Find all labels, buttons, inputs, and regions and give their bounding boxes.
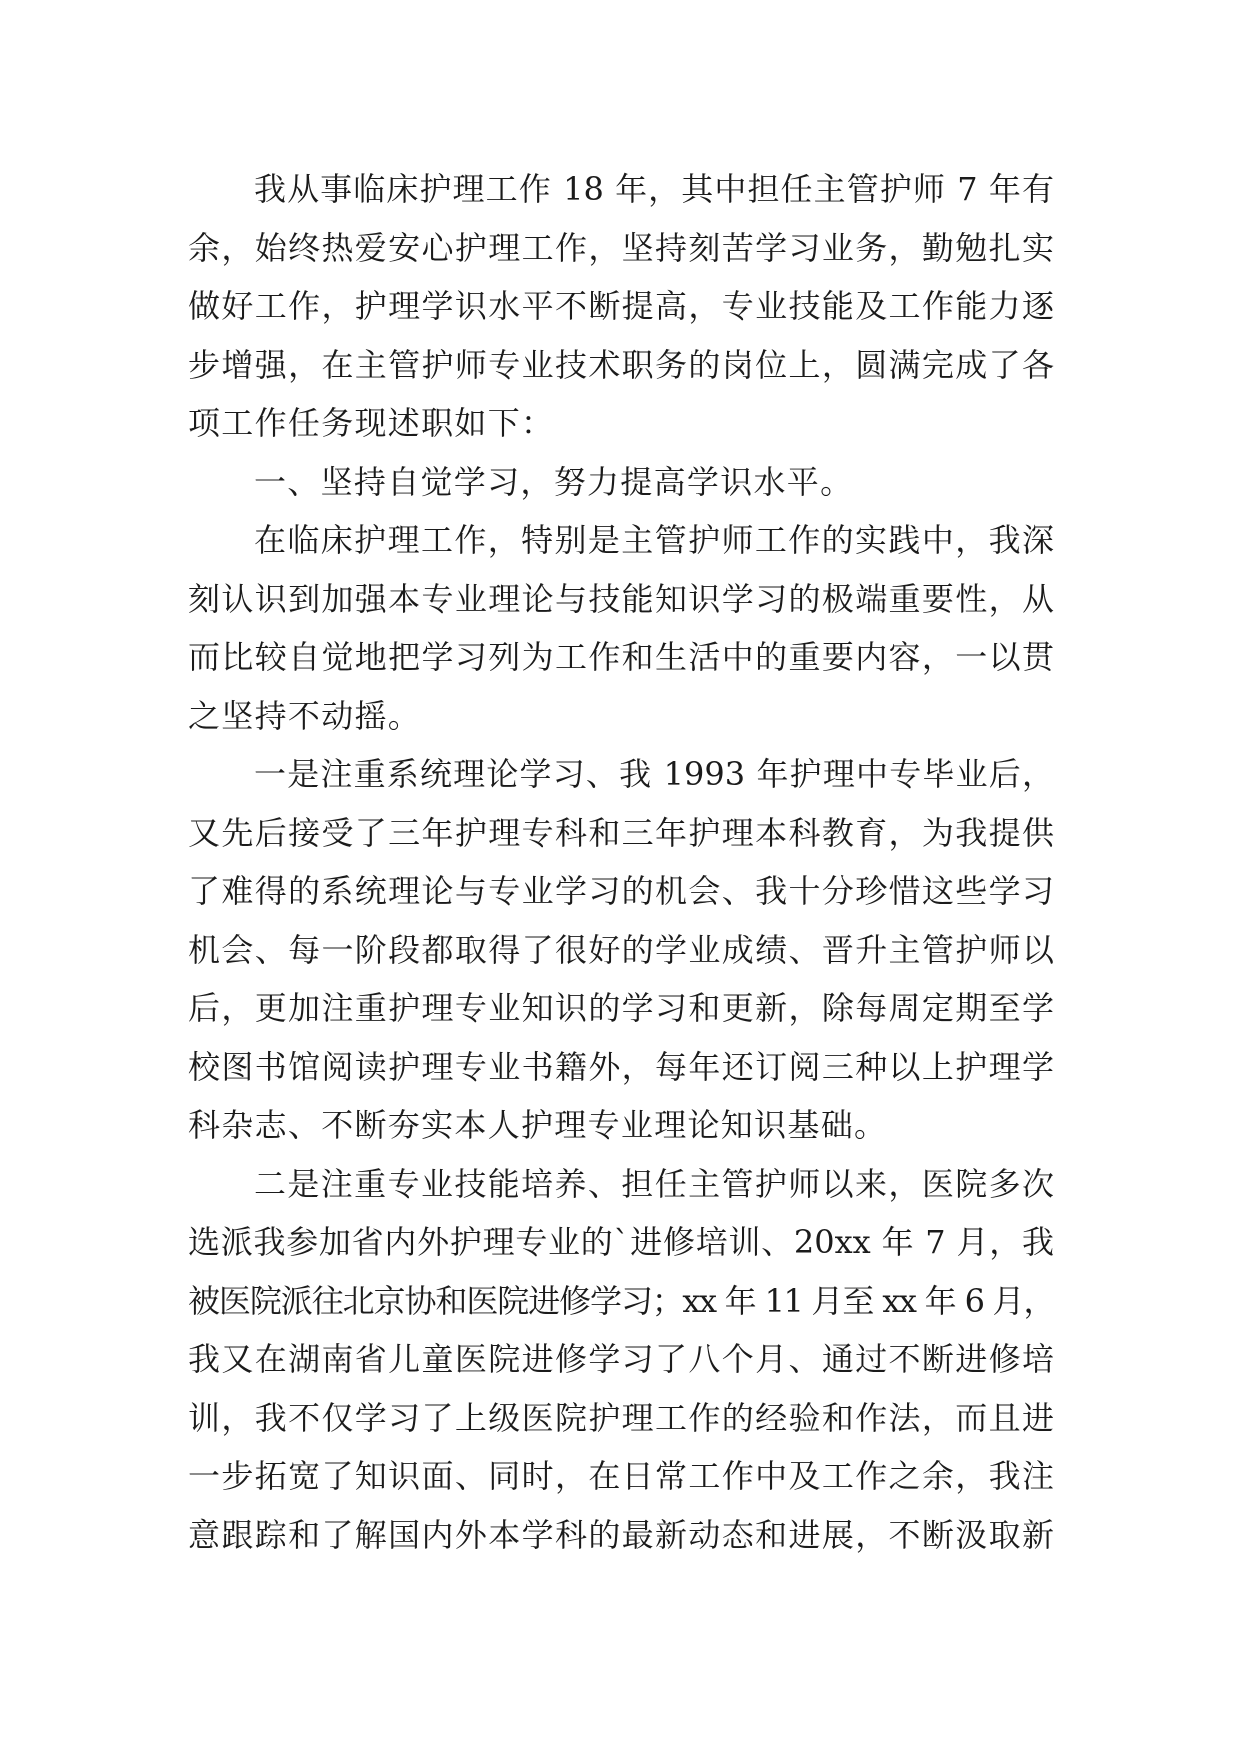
text-line: 选派我参加省内外护理专业的`进修培训、20xx 年 7 月，我 — [188, 1223, 1054, 1261]
text-line: 了难得的系统理论与专业学习的机会、我十分珍惜这些学习 — [188, 872, 1054, 910]
text-line: 余，始终热爱安心护理工作，坚持刻苦学习业务，勤勉扎实 — [188, 228, 1054, 267]
text-line: 校图书馆阅读护理专业书籍外，每年还订阅三种以上护理学 — [188, 1047, 1054, 1086]
text-line: 后，更加注重护理专业知识的学习和更新，除每周定期至学 — [188, 989, 1054, 1027]
text-line: 在临床护理工作，特别是主管护师工作的实践中，我深 — [254, 521, 1054, 559]
text-line: 意跟踪和了解国内外本学科的最新动态和进展，不断汲取新 — [188, 1515, 1054, 1554]
paragraph-intro — [188, 160, 1054, 453]
text-line: 而比较自觉地把学习列为工作和生活中的重要内容，一以贯 — [188, 638, 1054, 676]
text-line: 一步拓宽了知识面、同时，在日常工作中及工作之余，我注 — [188, 1457, 1054, 1495]
paragraph-practice — [188, 511, 1054, 745]
text-line: 科杂志、不断夯实本人护理专业理论知识基础。 — [188, 1106, 888, 1144]
document-body — [188, 160, 1054, 1564]
text-line: 刻认识到加强本专业理论与技能知识学习的极端重要性，从 — [188, 579, 1054, 618]
text-line: 步增强，在主管护师专业技术职务的岗位上，圆满完成了各 — [188, 345, 1054, 384]
text-line: 之坚持不动摇。 — [188, 696, 422, 735]
paragraph-skills-training — [188, 1155, 1054, 1565]
text-line: 项工作任务现述职如下： — [188, 404, 555, 442]
text-line: 我又在湖南省儿童医院进修学习了八个月、通过不断进修培 — [188, 1340, 1054, 1378]
paragraph-theory-study — [188, 745, 1054, 1155]
text-line: 二是注重专业技能培养、担任主管护师以来，医院多次 — [254, 1164, 1054, 1203]
text-line: 一是注重系统理论学习、我 1993 年护理中专毕业后， — [254, 755, 1054, 793]
text-line: 被医院派往北京协和医院进修学习；xx 年 11 月至 xx 年 6 月， — [188, 1281, 1054, 1320]
text-line: 我从事临床护理工作 18 年，其中担任主管护师 7 年有 — [254, 170, 1054, 208]
text-line: 做好工作，护理学识水平不断提高，专业技能及工作能力逐 — [188, 287, 1054, 325]
text-line: 机会、每一阶段都取得了很好的学业成绩、晋升主管护师以 — [188, 930, 1054, 969]
text-line: 训，我不仅学习了上级医院护理工作的经验和作法，而且进 — [188, 1398, 1054, 1437]
text-line: 又先后接受了三年护理专科和三年护理本科教育，为我提供 — [188, 813, 1054, 852]
section-heading-text: 一、坚持自觉学习，努力提高学识水平。 — [254, 462, 854, 501]
section-heading — [188, 453, 1054, 512]
